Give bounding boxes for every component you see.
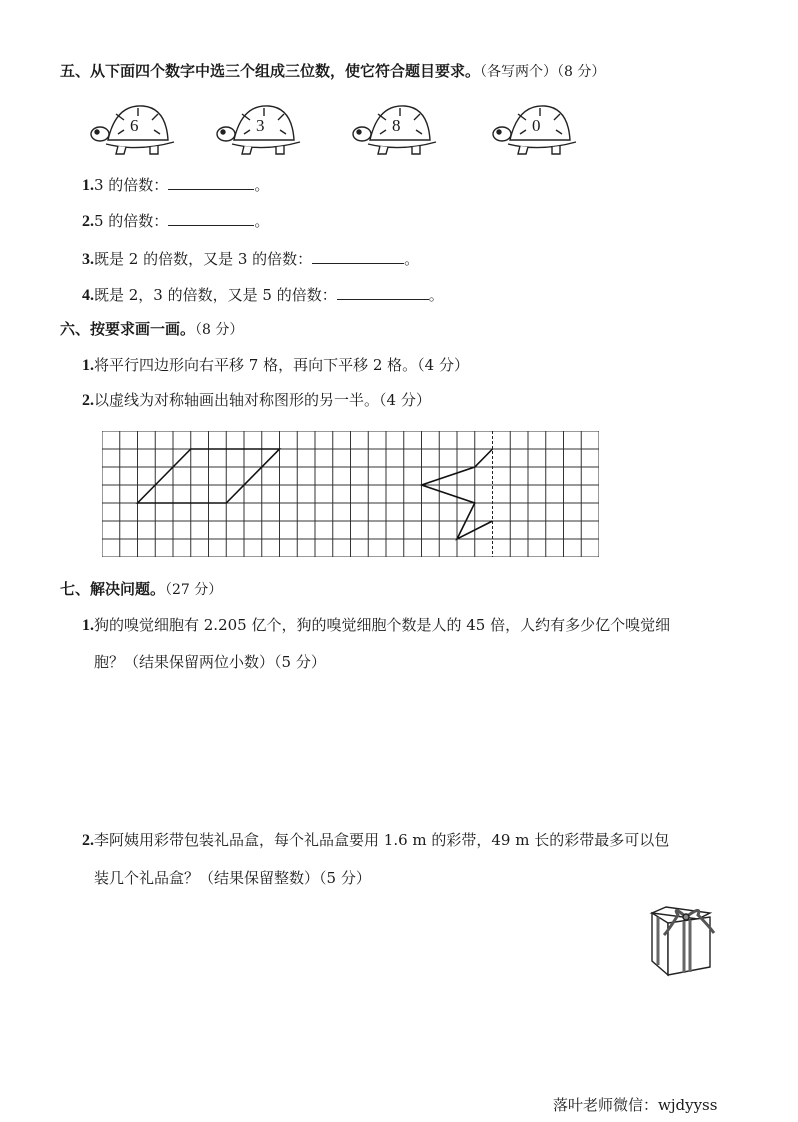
question-item — [82, 284, 444, 305]
item-number: 2. — [82, 213, 94, 230]
problem-2 — [82, 829, 669, 850]
turtle-digit-card — [350, 100, 440, 160]
item-number: 1. — [82, 177, 94, 194]
item-text: 既是 2 的倍数，又是 3 的倍数： — [94, 250, 313, 268]
question-item — [82, 354, 469, 375]
item-text: 以虚线为对称轴画出轴对称图形的另一半。（4 分） — [94, 391, 431, 409]
turtle-digit: 3 — [256, 116, 265, 135]
question-item — [82, 210, 269, 231]
question-item — [82, 174, 269, 195]
item-text: 将平行四边形向右平移 7 格，再向下平移 2 格。（4 分） — [94, 356, 469, 374]
item-end: 。 — [428, 286, 444, 304]
item-number: 2. — [82, 832, 94, 849]
drawing-grid[interactable] — [102, 431, 599, 557]
item-number: 4. — [82, 287, 94, 304]
answer-blank[interactable] — [168, 175, 254, 190]
problem-text-line: 胞？（结果保留两位小数）（5 分） — [94, 653, 326, 671]
section-5-title — [60, 60, 605, 81]
problem-text-line: 狗的嗅觉细胞有 2.205 亿个，狗的嗅觉细胞个数是人的 45 倍，人约有多少亿个嗅觉细 — [94, 616, 671, 634]
item-number: 1. — [82, 357, 94, 374]
item-number: 2. — [82, 392, 94, 409]
turtle-digit: 8 — [392, 116, 401, 135]
footer-contact: 落叶老师微信：wjdyyss — [553, 1096, 718, 1114]
turtle-digit-card — [214, 100, 304, 160]
problem-text-line: 装几个礼品盒？（结果保留整数）（5 分） — [94, 869, 371, 887]
item-number: 3. — [82, 251, 94, 268]
item-text: 既是 2，3 的倍数，又是 5 的倍数： — [94, 286, 337, 304]
item-number: 1. — [82, 617, 94, 634]
section-6-points: （8 分） — [195, 322, 244, 338]
item-end: 。 — [254, 212, 270, 230]
section-7-title-text: 七、解决问题。 — [60, 580, 166, 598]
grid-lines — [102, 431, 599, 557]
turtle-digit: 0 — [532, 116, 541, 135]
item-text: 5 的倍数： — [94, 212, 169, 230]
question-item — [82, 248, 419, 269]
section-6-title — [60, 318, 243, 339]
answer-blank[interactable] — [337, 285, 429, 300]
section-6-title-text: 六、按要求画一画。 — [60, 320, 196, 338]
problem-text-line: 李阿姨用彩带包装礼品盒，每个礼品盒要用 1.6 m 的彩带，49 m 长的彩带最多可以包 — [94, 831, 670, 849]
gift-box-icon — [648, 903, 722, 981]
problem-1 — [82, 614, 670, 635]
answer-blank[interactable] — [312, 249, 404, 264]
item-end: 。 — [404, 250, 420, 268]
turtle-digit: 6 — [130, 116, 139, 135]
item-end: 。 — [254, 176, 270, 194]
item-text: 3 的倍数： — [94, 176, 169, 194]
turtle-digit-card — [490, 100, 580, 160]
turtle-digit-card — [88, 100, 178, 160]
section-7-title — [60, 578, 222, 599]
section-7-points: （27 分） — [165, 582, 223, 598]
answer-blank[interactable] — [168, 211, 254, 226]
question-item — [82, 389, 431, 410]
section-5-title-text: 五、从下面四个数字中选三个组成三位数，使它符合题目要求。 — [60, 62, 481, 80]
section-5-note: （各写两个）（8 分） — [480, 64, 606, 80]
